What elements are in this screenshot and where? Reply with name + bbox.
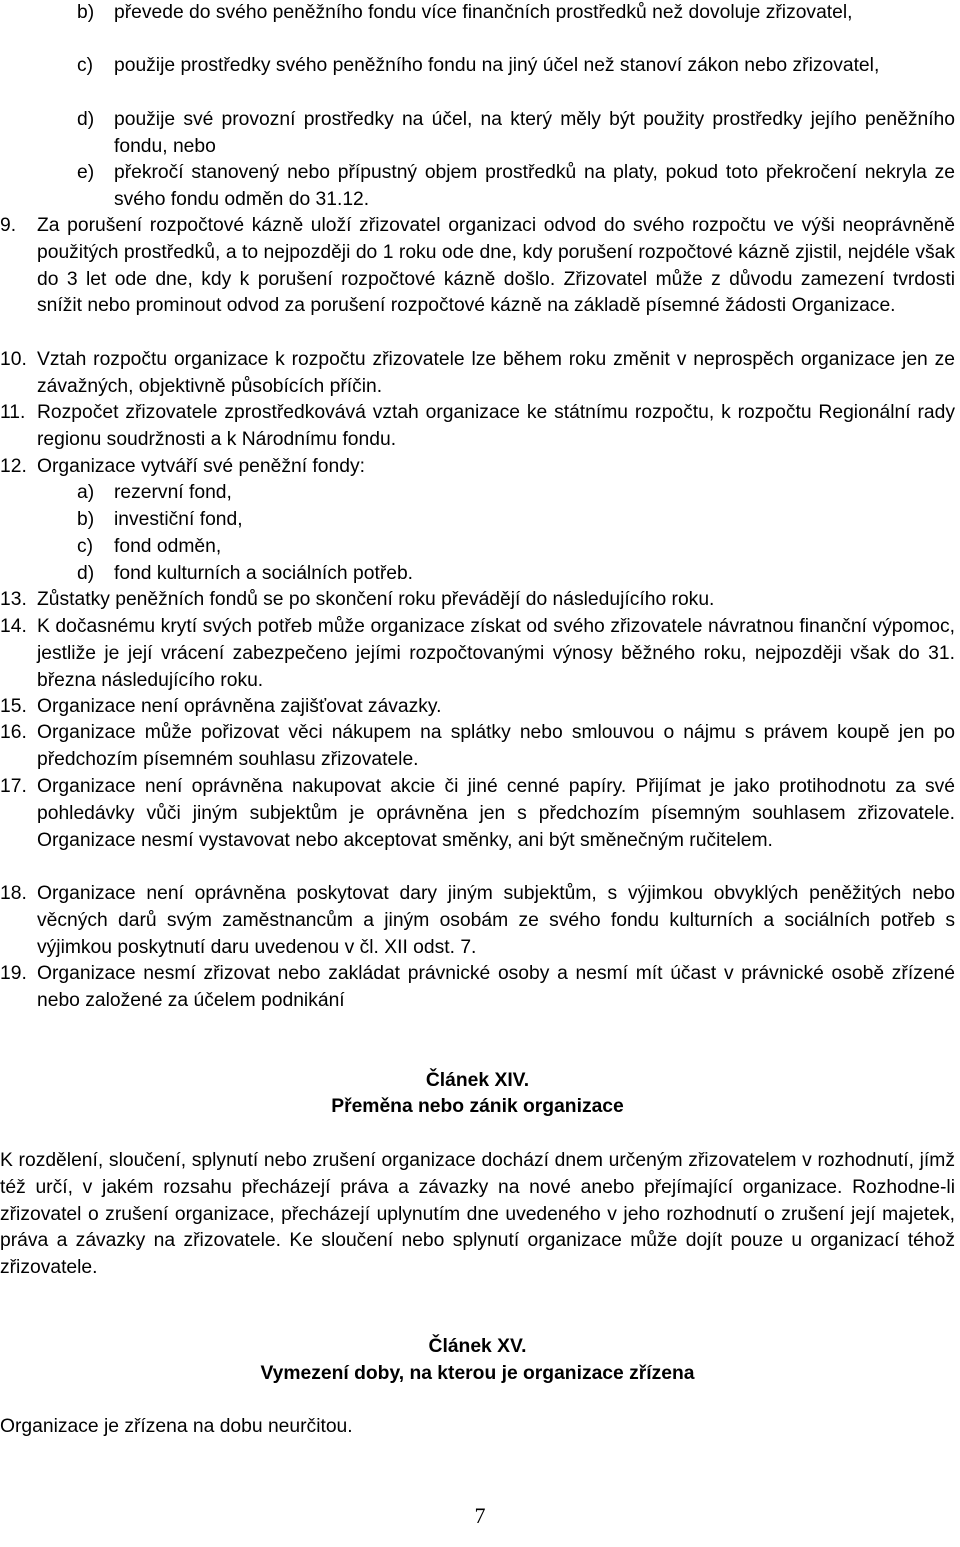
list-item-d [77,107,955,161]
article-14-heading: Článek XIV. [425,1070,530,1091]
list-item-b [77,0,955,27]
numbered-item-13 [0,587,955,614]
list-marker: e) [77,162,95,183]
numbered-item-14 [0,614,955,694]
fund-item-b [77,507,955,534]
list-item-text: investiční fond, [114,509,243,530]
item-text: Organizace není oprávněna poskytovat dary jiným subjektům, s výjimkou obvyklých peněžitých nebo věcných darů svým zaměstnancům a jiným osobám ze svého fondu kulturních a sociálních potřeb s výjimkou poskytnutí daru uvedenou v čl. XII odst. 7. [37,883,955,958]
item-number: 19. [0,963,27,984]
fund-item-d [77,561,955,588]
list-item-text: použije prostředky svého peněžního fondu na jiný účel než stanoví zákon nebo zřizovatel, [114,55,880,76]
item-number: 10. [0,349,27,370]
item-number: 17. [0,776,27,797]
item-text: K dočasnému krytí svých potřeb může organizace získat od svého zřizovatele návratnou finanční výpomoc, jestliže je její vrácení zabezpečeno jejími rozpočtovanými výnosy běžného roku, nejpozději však do 31. března následujícího roku. [37,616,955,691]
item-text: Organizace není oprávněna zajišťovat závazky. [37,696,442,717]
numbered-item-19 [0,961,955,1015]
numbered-item-16 [0,720,955,774]
list-item-text: fond kulturních a sociálních potřeb. [114,563,414,584]
list-marker: a) [77,482,95,503]
numbered-item-18 [0,881,955,961]
item-number: 13. [0,589,27,610]
list-marker: c) [77,536,94,557]
list-item-text: fond odměn, [114,536,222,557]
list-item-text: převede do svého peněžního fondu více finančních prostředků než dovoluje zřizovatel, [114,2,853,23]
list-item-c [77,53,955,80]
list-marker: c) [77,55,94,76]
list-marker: d) [77,109,95,130]
article-14-body: K rozdělení, sloučení, splynutí nebo zrušení organizace dochází dnem určeným zřizovatelem v rozhodnutí, jímž též určí, v jakém rozsahu přecházejí práva a závazky na nové anebo přejímající organizace. Rozhodne-li zřizovatel o zrušení organizace, přecházejí uplynutím dne uvedeného v jeho rozhodnutí o zrušení její majetek, práva a závazky na zřizovatele. Ke sloučení nebo splynutí organizace může dojít pouze u organizací téhož zřizovatele. [0,1150,955,1278]
list-marker: b) [77,509,95,530]
item-text: Za porušení rozpočtové kázně uloží zřizovatel organizaci odvod do svého rozpočtu ve výši neoprávněně použitých prostředků, a to nejpozději do 1 roku ode dne, kdy porušení rozpočtové kázně zjistil, nejdéle však do 3 let ode dne, kdy k porušení rozpočtové kázně došlo. Zřizovatel může z důvodu zamezení tvrdosti snížit nebo prominout odvod za porušení rozpočtové kázně na základě písemné žádosti Organizace. [37,215,955,317]
article-14-title: Přeměna nebo zánik organizace [331,1096,624,1117]
item-number: 11. [0,402,26,423]
article-15-heading: Článek XV. [428,1336,527,1357]
numbered-item-9 [0,213,955,320]
item-number: 15. [0,696,27,717]
numbered-item-17 [0,774,955,854]
list-marker: d) [77,563,95,584]
list-item-text: překročí stanovený nebo přípustný objem prostředků na platy, pokud toto překročení nekryla ze svého fondu odměn do 31.12. [114,162,955,210]
fund-item-c [77,534,955,561]
fund-item-a [77,480,955,507]
list-item-text: použije své provozní prostředky na účel, na který měly být použity prostředky jejího peněžního fondu, nebo [114,109,955,157]
item-text: Organizace nesmí zřizovat nebo zakládat právnické osoby a nesmí mít účast v právnické osobě zřízené nebo založené za účelem podnikání [37,963,955,1011]
numbered-item-15 [0,694,955,721]
numbered-item-11 [0,400,955,454]
item-number: 9. [0,215,17,236]
item-text: Organizace může pořizovat věci nákupem na splátky nebo smlouvou o nájmu s právem koupě jen po předchozím písemném souhlasu zřizovatele. [37,722,955,770]
item-number: 18. [0,883,27,904]
item-text: Organizace vytváří své peněžní fondy: [37,456,365,477]
article-15-title: Vymezení doby, na kterou je organizace zřízena [260,1363,695,1384]
list-item-text: rezervní fond, [114,482,232,503]
item-number: 14. [0,616,27,637]
page-number: 7 [474,1503,486,1528]
item-text: Zůstatky peněžních fondů se po skončení roku převádějí do následujícího roku. [37,589,715,610]
item-number: 12. [0,456,27,477]
item-text: Organizace není oprávněna nakupovat akcie či jiné cenné papíry. Přijímat je jako protihodnotu za své pohledávky vůči jiným subjektům je oprávněna jen s předchozím písemným souhlasem zřizovatele. Organizace nesmí vystavovat nebo akceptovat směnky, ani být směnečným ručitelem. [37,776,955,851]
article-15-body: Organizace je zřízena na dobu neurčitou. [0,1416,353,1437]
list-marker: b) [77,2,95,23]
item-text: Vztah rozpočtu organizace k rozpočtu zřizovatele lze během roku změnit v neprospěch organizace jen ze závažných, objektivně působících příčin. [37,349,955,397]
list-item-e [77,160,955,214]
item-number: 16. [0,722,27,743]
numbered-item-10 [0,347,955,401]
item-text: Rozpočet zřizovatele zprostředkovává vztah organizace ke státnímu rozpočtu, k rozpočtu Regionální rady regionu soudržnosti a k Národnímu fondu. [37,402,955,450]
numbered-item-12 [0,454,955,481]
